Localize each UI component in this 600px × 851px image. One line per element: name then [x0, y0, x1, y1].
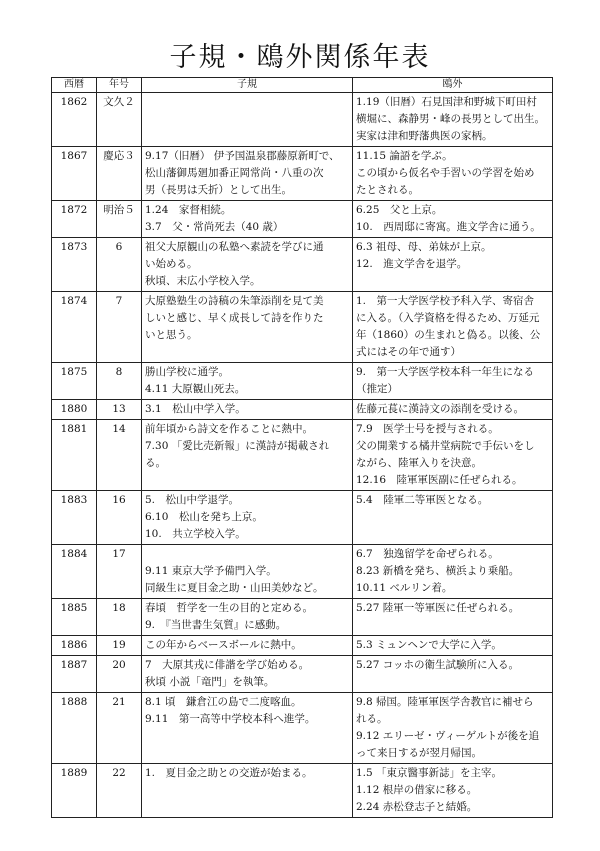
ogai-event-line: 9. 第一大学医学校本科一年生になる — [356, 366, 535, 378]
year-cell: 1874 — [52, 292, 97, 363]
ogai-cell — [353, 201, 553, 238]
ogai-event-line: 式にはその年で通す） — [356, 346, 461, 358]
table-row — [52, 420, 553, 491]
era-cell: 6 — [97, 238, 142, 292]
year-cell: 1872 — [52, 201, 97, 238]
ogai-event-line: 6.3 祖母、母、弟妹が上京。 — [356, 241, 492, 253]
year-cell: 1875 — [52, 363, 97, 400]
era-cell: 18 — [97, 599, 142, 636]
shiki-event-line: 3.1 松山中学入学。 — [145, 403, 246, 415]
shiki-event-line: 5. 松山中学退学。 — [145, 494, 240, 506]
year-cell: 1873 — [52, 238, 97, 292]
shiki-event-line: 春頃 哲学を一生の目的と定める。 — [145, 602, 313, 614]
ogai-cell — [353, 238, 553, 292]
header-ogai: 鴎外 — [353, 78, 553, 93]
shiki-event-line: 6.10 松山を発ち上京。 — [145, 511, 263, 523]
ogai-event-line: この頃から仮名や手習いの学習を始め — [356, 167, 535, 179]
era-cell: 22 — [97, 764, 142, 818]
shiki-event-line: 秋頃 小説「竜門」を執筆。 — [145, 676, 275, 688]
ogai-event-line: 実家は津和野藩典医の家柄。 — [356, 130, 493, 142]
ogai-cell — [353, 400, 553, 420]
era-cell: 21 — [97, 693, 142, 764]
shiki-event-line: 8.1 頃 鎌倉江の島で二度喀血。 — [145, 696, 302, 708]
table-row — [52, 764, 553, 818]
ogai-cell — [353, 599, 553, 636]
shiki-event-line: しいと感じ、早く成長して詩を作りた — [145, 312, 324, 324]
shiki-event-line: この年からベースボールに熱中。 — [145, 639, 302, 651]
shiki-event-line: 9.11 東京大学予備門入学。 — [145, 565, 277, 577]
table-row — [52, 147, 553, 201]
ogai-cell — [353, 93, 553, 147]
era-cell: 19 — [97, 636, 142, 656]
shiki-cell — [142, 636, 353, 656]
shiki-event-line: 前年頃から詩文を作ることに熱中。 — [145, 423, 313, 435]
shiki-cell — [142, 292, 353, 363]
header-row — [52, 78, 553, 93]
shiki-event-line: 9.11 第一高等中学校本科へ進学。 — [145, 713, 316, 725]
ogai-event-line: 佐藤元萇に漢詩文の添削を受ける。 — [356, 403, 524, 415]
shiki-cell — [142, 420, 353, 491]
shiki-event-line: 7 大原其戎に俳諧を学び始める。 — [145, 659, 310, 671]
shiki-event-line: 同級生に夏目金之助・山田美妙など。 — [145, 582, 324, 594]
shiki-event-line: 男（長男は夭折）として出生。 — [145, 184, 292, 196]
table-row — [52, 201, 553, 238]
ogai-event-line: 1.5 「東京醫事新誌」を主宰。 — [356, 767, 503, 779]
shiki-cell — [142, 147, 353, 201]
ogai-cell — [353, 491, 553, 545]
shiki-event-line: 7.30 「愛比売新報」に漢詩が掲載され — [145, 440, 330, 452]
year-cell: 1887 — [52, 656, 97, 693]
year-cell: 1888 — [52, 693, 97, 764]
ogai-event-line: れる。 — [356, 713, 388, 725]
ogai-event-line: 5.27 コッホの衛生試験所に入る。 — [356, 659, 520, 671]
ogai-cell — [353, 636, 553, 656]
shiki-event-line: 秋頃、末広小学校入学。 — [145, 275, 261, 287]
year-cell: 1881 — [52, 420, 97, 491]
shiki-event-line: 勝山学校に通学。 — [145, 366, 229, 378]
header-shiki: 子規 — [142, 78, 353, 93]
year-cell: 1889 — [52, 764, 97, 818]
shiki-cell — [142, 545, 353, 599]
ogai-event-line: ながら、陸軍入りを決意。 — [356, 457, 482, 469]
chronology-table — [51, 77, 553, 818]
shiki-cell — [142, 400, 353, 420]
ogai-cell — [353, 656, 553, 693]
year-cell: 1884 — [52, 545, 97, 599]
ogai-cell — [353, 147, 553, 201]
shiki-cell — [142, 491, 353, 545]
table-row — [52, 292, 553, 363]
table-row — [52, 636, 553, 656]
era-cell: 8 — [97, 363, 142, 400]
era-cell: 7 — [97, 292, 142, 363]
ogai-event-line: 6.7 独逸留学を命ぜられる。 — [356, 548, 499, 560]
era-cell: 13 — [97, 400, 142, 420]
shiki-event-line: 9.17（旧暦） 伊予国温泉郡藤原新町で、 — [145, 150, 340, 162]
ogai-event-line: って来日するが翌月帰国。 — [356, 747, 482, 759]
page-title: 子規・鴎外関係年表 — [169, 42, 431, 73]
ogai-cell — [353, 545, 553, 599]
shiki-event-line: 9. 『当世書生気質』に感動。 — [145, 619, 287, 631]
shiki-cell — [142, 656, 353, 693]
ogai-event-line: に入る。（入学資格を得るため、万延元 — [356, 312, 540, 324]
table-row — [52, 693, 553, 764]
year-cell: 1880 — [52, 400, 97, 420]
ogai-event-line: 9.8 帰国。陸軍軍医学舎教官に補せら — [356, 696, 534, 708]
ogai-event-line: 1.12 根岸の借家に移る。 — [356, 784, 478, 796]
shiki-cell — [142, 764, 353, 818]
shiki-cell — [142, 238, 353, 292]
year-cell: 1886 — [52, 636, 97, 656]
year-cell: 1862 — [52, 93, 97, 147]
ogai-event-line: 5.3 ミュンヘンで大学に入学。 — [356, 639, 502, 651]
ogai-event-line: 11.15 論語を学ぶ。 — [356, 150, 453, 162]
ogai-cell — [353, 420, 553, 491]
ogai-cell — [353, 363, 553, 400]
shiki-event-line: 祖父大原観山の私塾へ素読を学びに通 — [145, 241, 324, 253]
ogai-event-line: 9.12 エリーゼ・ヴィーゲルトが後を追 — [356, 730, 540, 742]
ogai-event-line: 10. 西周邸に寄寓。進文学舎に通う。 — [356, 221, 541, 233]
shiki-event-line: 大原塾塾生の詩稿の朱筆添削を見て美 — [145, 295, 324, 307]
table-row — [52, 238, 553, 292]
table-body — [52, 93, 553, 818]
ogai-event-line: （推定） — [356, 383, 398, 395]
shiki-event-line: る。 — [145, 457, 166, 469]
ogai-event-line: 7.9 医学士号を授与される。 — [356, 423, 499, 435]
era-cell: 20 — [97, 656, 142, 693]
ogai-cell — [353, 292, 553, 363]
ogai-event-line: 2.24 赤松登志子と結婚。 — [356, 801, 478, 813]
ogai-event-line: 1.19（旧暦）石見国津和野城下町田村 — [356, 96, 537, 108]
table-row — [52, 656, 553, 693]
ogai-event-line: 年（1860）の生まれと偽る。以後、公 — [356, 329, 541, 341]
shiki-event-line: 1.24 家督相続。 — [145, 204, 232, 216]
shiki-cell — [142, 201, 353, 238]
table-row — [52, 93, 553, 147]
ogai-cell — [353, 764, 553, 818]
ogai-event-line: 6.25 父と上京。 — [356, 204, 443, 216]
era-cell: 16 — [97, 491, 142, 545]
ogai-event-line: 1. 第一大学医学校予科入学、寄宿舎 — [356, 295, 535, 307]
table-row — [52, 599, 553, 636]
year-cell: 1883 — [52, 491, 97, 545]
ogai-event-line: 5.4 陸軍二等軍医となる。 — [356, 494, 489, 506]
ogai-event-line: 12.16 陸軍軍医副に任ぜられる。 — [356, 474, 523, 486]
shiki-cell — [142, 693, 353, 764]
shiki-event-line: い始める。 — [145, 258, 198, 270]
shiki-event-line: 4.11 大原観山死去。 — [145, 383, 246, 395]
shiki-cell — [142, 599, 353, 636]
shiki-cell — [142, 93, 353, 147]
table-row — [52, 363, 553, 400]
shiki-event-line: 1. 夏目金之助との交遊が始まる。 — [145, 767, 313, 779]
ogai-event-line: たとされる。 — [356, 184, 419, 196]
era-cell: 慶応３ — [97, 147, 142, 201]
ogai-event-line: 横堀に、森静男・峰の長男として出生。 — [356, 113, 545, 125]
year-cell: 1885 — [52, 599, 97, 636]
ogai-event-line: 10.11 ベルリン着。 — [356, 582, 453, 594]
shiki-event-line — [145, 546, 349, 563]
shiki-cell — [142, 363, 353, 400]
shiki-event-line: 10. 共立学校入学。 — [145, 528, 246, 540]
table-row — [52, 400, 553, 420]
era-cell: 14 — [97, 420, 142, 491]
year-cell: 1867 — [52, 147, 97, 201]
shiki-event-line: 松山藩御馬廻加番正岡常尚・八重の次 — [145, 167, 324, 179]
shiki-event-line: 3.7 父・常尚死去（40 歳） — [145, 221, 284, 233]
header-year: 西暦 — [52, 78, 97, 93]
table-row — [52, 491, 553, 545]
ogai-event-line: 5.27 陸軍一等軍医に任ぜられる。 — [356, 602, 520, 614]
header-era: 年号 — [97, 78, 142, 93]
era-cell: 明治５ — [97, 201, 142, 238]
era-cell: 17 — [97, 545, 142, 599]
ogai-event-line: 父の開業する橘井堂病院で手伝いをし — [356, 440, 535, 452]
ogai-cell — [353, 693, 553, 764]
ogai-event-line: 12. 進文学舎を退学。 — [356, 258, 468, 270]
ogai-event-line: 8.23 新橋を発ち、横浜より乗船。 — [356, 565, 520, 577]
shiki-event-line: いと思う。 — [145, 329, 198, 341]
era-cell: 文久２ — [97, 93, 142, 147]
table-row — [52, 545, 553, 599]
